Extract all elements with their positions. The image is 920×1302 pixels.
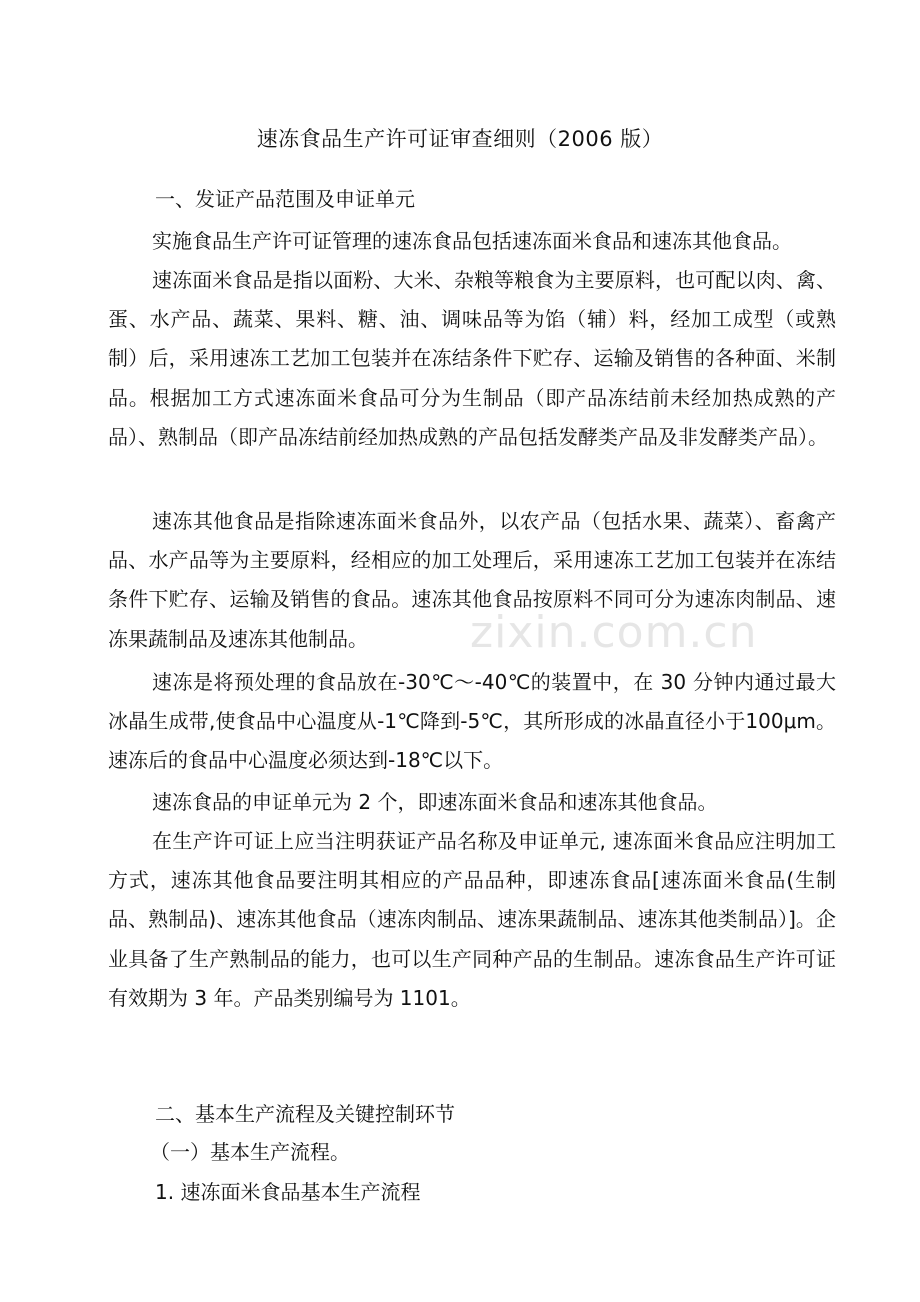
- document-title: 速冻食品生产许可证审查细则（2006 版）: [256, 127, 664, 151]
- section-2-heading: 二、基本生产流程及关键控制环节: [155, 1102, 455, 1126]
- paragraph-certification-units: 速冻食品的申证单元为 2 个，即速冻面米食品和速冻其他食品。: [152, 790, 718, 814]
- paragraph-noodle-rice-definition: 速冻面米食品是指以面粉、大米、杂粮等粮食为主要原料，也可配以肉、禽、蛋、水产品、蔬菜、果料、糖、油、调味品等为馅（辅）料，经加工成型（或熟制）后，采用速冻工艺加工包装并在冻结条件下贮存、运输及销售的各种面、米制品。根据加工方式速冻面米食品可分为生制品（即产品冻结前未经加热成熟的产品）、熟制品（即产品冻结前经加热成熟的产品包括发酵类产品及非发酵类产品）。: [108, 268, 836, 449]
- section-1-heading: 一、发证产品范围及申证单元: [155, 187, 415, 211]
- subsection-heading: （一）基本生产流程。: [150, 1140, 350, 1164]
- paragraph-other-foods-definition: 速冻其他食品是指除速冻面米食品外，以农产品（包括水果、蔬菜）、畜禽产品、水产品等为主要原料，经相应的加工处理后，采用速冻工艺加工包装并在冻结条件下贮存、运输及销售的食品。速冻其他食品按原料不同可分为速冻肉制品、速冻果蔬制品及速冻其他制品。: [108, 509, 836, 651]
- paragraph-quick-freezing-definition: 速冻是将预处理的食品放在-30℃～-40℃的装置中，在 30 分钟内通过最大冰晶生成带,使食品中心温度从-1℃降到-5℃，其所形成的冰晶直径小于100μm。速冻后的食品中心温度必须达到-18℃以下。: [108, 670, 836, 773]
- item-heading: 1. 速冻面米食品基本生产流程: [155, 1180, 421, 1204]
- watermark: zixin.com.cn: [470, 607, 758, 658]
- paragraph-license-notes: 在生产许可证上应当注明获证产品名称及申证单元, 速冻面米食品应注明加工方式，速冻其他食品要注明其相应的产品品种，即速冻食品[速冻面米食品(生制品、熟制品)、速冻其他食品（速冻肉制品、速冻果蔬制品、速冻其他类制品）]。企业具备了生产熟制品的能力，也可以生产同种产品的生制品。速冻食品生产许可证有效期为 3 年。产品类别编号为 1101。: [108, 829, 836, 1010]
- paragraph-scope: 实施食品生产许可证管理的速冻食品包括速冻面米食品和速冻其他食品。: [152, 229, 792, 253]
